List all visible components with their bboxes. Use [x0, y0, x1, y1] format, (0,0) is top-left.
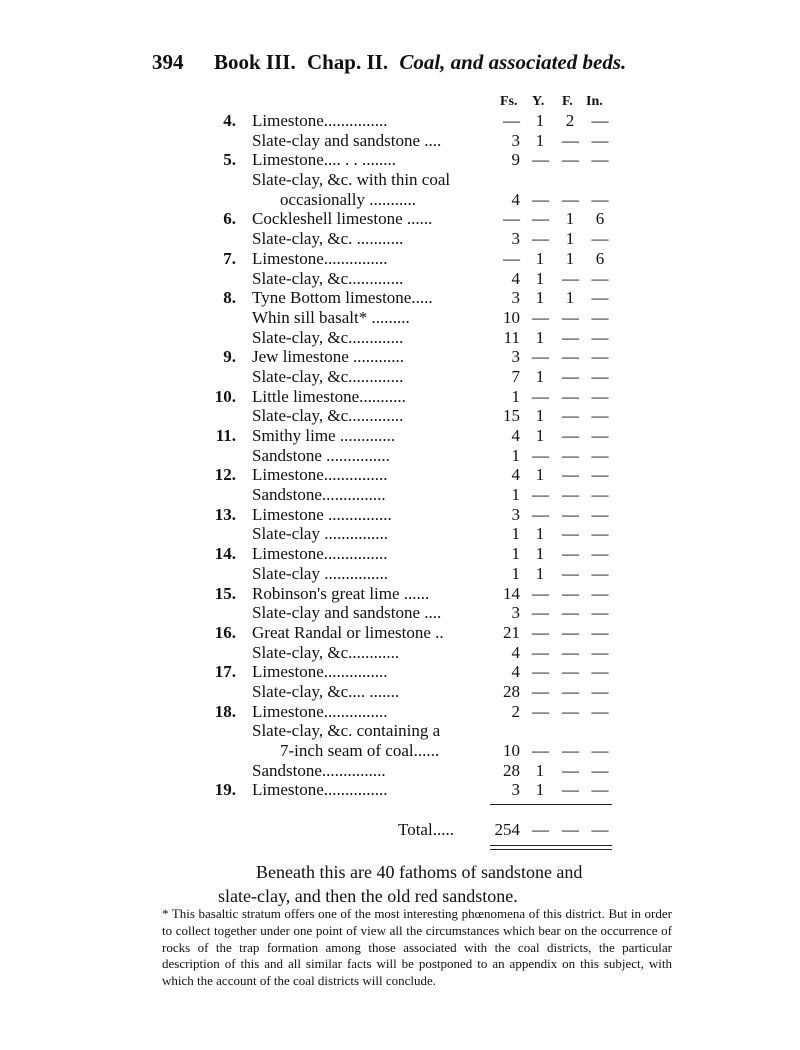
feet-value: —: [562, 701, 579, 721]
stratum-name: Limestone ...............: [252, 504, 392, 524]
inches-value: —: [591, 406, 609, 426]
fathoms-value: 4: [511, 426, 520, 445]
table-row: [0, 702, 800, 722]
feet-value: 1: [565, 229, 575, 249]
stratum-name: Slate-clay, &c.............: [252, 268, 404, 288]
stratum-number: 15.: [214, 583, 236, 603]
inches-value: —: [591, 150, 609, 170]
footnote: * This basaltic stratum offers one of the most interesting phœnomena of this district. But in order to collect together under one point of view all the circumstances which bear on the occurrence of rocks of the trap formation among those associated with the coal districts, the particular description of this and all similar facts will be postponed to an appendix on this subject, with which the account of the coal districts will conclude.: [162, 906, 672, 989]
inches-value: —: [591, 760, 609, 780]
stratum-number: 16.: [214, 622, 236, 642]
inches-value: —: [591, 111, 609, 130]
fathoms-value: 21: [503, 622, 520, 642]
inches-value: —: [591, 426, 609, 445]
yards-value: —: [532, 150, 549, 170]
fathoms-value: 15: [503, 406, 520, 426]
stratum-name: Slate-clay, &c.............: [252, 366, 404, 386]
stratum-number: 14.: [214, 544, 236, 564]
yards-value: —: [532, 583, 549, 603]
stratum-number: 6.: [223, 209, 236, 229]
stratum-name: Great Randal or limestone ..: [252, 622, 444, 642]
total-label: Total.....: [398, 820, 454, 839]
page-number: 394: [152, 50, 184, 74]
stratum-name: Slate-clay, &c............: [252, 642, 400, 662]
col-header-yards: Y.: [532, 94, 545, 109]
fathoms-value: 4: [511, 189, 520, 209]
stratum-name: Slate-clay, &c.............: [252, 406, 404, 426]
feet-value: —: [562, 386, 579, 406]
fathoms-value: 28: [503, 760, 520, 780]
fathoms-value: 3: [511, 130, 520, 150]
fathoms-value: 3: [511, 780, 520, 800]
closing-paragraph: Beneath this are 40 fathoms of sandstone and slate-clay, and then the old red sandstone.: [218, 862, 583, 906]
yards-value: 1: [535, 465, 545, 485]
table-row: [0, 564, 800, 584]
table-row: [0, 544, 800, 564]
fathoms-value: 4: [511, 662, 520, 682]
stratum-number: 4.: [223, 111, 236, 130]
stratum-name: Tyne Bottom limestone.....: [252, 288, 433, 308]
feet-value: —: [562, 268, 579, 288]
stratum-number: 19.: [214, 780, 236, 800]
table-row: [0, 603, 800, 623]
total-feet: —: [562, 820, 579, 839]
feet-value: —: [562, 642, 579, 662]
fathoms-value: 4: [511, 268, 520, 288]
yards-value: —: [532, 662, 549, 682]
table-row: [0, 347, 800, 367]
chapter-title: Coal, and associated beds.: [399, 50, 627, 74]
fathoms-value: 4: [511, 642, 520, 662]
yards-value: —: [532, 347, 549, 367]
inches-value: —: [591, 662, 609, 682]
table-row: [0, 131, 800, 151]
yards-value: 1: [535, 524, 545, 544]
col-header-inches: In.: [586, 94, 603, 109]
table-row: [0, 249, 800, 269]
stratum-number: 5.: [223, 150, 236, 170]
feet-value: —: [562, 563, 579, 583]
fathoms-value: 3: [511, 229, 520, 249]
inches-value: —: [591, 603, 609, 623]
fathoms-value: 28: [503, 681, 520, 701]
fathoms-value: 1: [511, 485, 520, 505]
inches-value: —: [591, 366, 609, 386]
yards-value: —: [532, 642, 549, 662]
fathoms-value: 1: [511, 544, 520, 564]
fathoms-value: 1: [511, 563, 520, 583]
feet-value: —: [562, 130, 579, 150]
total-rule-bottom-2: [490, 849, 612, 850]
yards-value: —: [532, 504, 549, 524]
table-row: [0, 111, 800, 131]
yards-value: —: [532, 622, 549, 642]
col-header-feet: F.: [562, 94, 573, 109]
stratum-name: Limestone...............: [252, 780, 388, 800]
table-row: [0, 682, 800, 702]
inches-value: —: [591, 386, 609, 406]
table-row: [0, 209, 800, 229]
feet-value: —: [562, 760, 579, 780]
total-yards: —: [532, 820, 549, 839]
inches-value: —: [591, 741, 609, 760]
fathoms-value: 2: [511, 701, 520, 721]
inches-value: —: [591, 347, 609, 367]
stratum-number: 8.: [223, 288, 236, 308]
running-header: [152, 50, 632, 75]
total-inches: —: [591, 820, 609, 839]
strata-table: [0, 111, 800, 800]
fathoms-value: 10: [503, 307, 520, 327]
feet-value: —: [562, 524, 579, 544]
inches-value: —: [591, 307, 609, 327]
yards-value: 1: [535, 780, 545, 800]
yards-value: —: [532, 445, 549, 465]
inches-value: —: [591, 130, 609, 150]
stratum-name: Limestone...............: [252, 111, 388, 130]
stratum-name: Cockleshell limestone ......: [252, 209, 433, 229]
feet-value: —: [562, 445, 579, 465]
table-row: [0, 446, 800, 466]
stratum-name: Limestone.... . . ........: [252, 150, 397, 170]
feet-value: —: [562, 544, 579, 564]
fathoms-value: —: [503, 111, 520, 130]
yards-value: —: [532, 701, 549, 721]
stratum-name: Sandstone...............: [252, 760, 386, 780]
stratum-name: Limestone...............: [252, 544, 388, 564]
inches-value: —: [591, 681, 609, 701]
feet-value: —: [562, 662, 579, 682]
stratum-name: Slate-clay, &c. with thin coal: [252, 170, 451, 190]
fathoms-value: —: [503, 248, 520, 268]
stratum-name: Limestone...............: [252, 701, 388, 721]
inches-value: —: [591, 229, 609, 249]
stratum-name: Slate-clay ...............: [252, 524, 388, 544]
feet-value: —: [562, 426, 579, 445]
yards-value: 1: [535, 426, 545, 445]
stratum-name: Slate-clay, &c.............: [252, 327, 404, 347]
stratum-number: 10.: [214, 386, 236, 406]
stratum-name: Whin sill basalt* .........: [252, 307, 410, 327]
inches-value: —: [591, 288, 609, 308]
table-row: [0, 170, 800, 190]
table-row: [0, 780, 800, 800]
stratum-name: occasionally ...........: [280, 189, 416, 209]
fathoms-value: 3: [511, 504, 520, 524]
stratum-number: 11.: [215, 426, 236, 445]
table-row: [0, 524, 800, 544]
table-row: [0, 623, 800, 643]
inches-value: —: [591, 622, 609, 642]
feet-value: —: [562, 603, 579, 623]
inches-value: —: [591, 780, 609, 800]
fathoms-value: 4: [511, 465, 520, 485]
stratum-name: Sandstone...............: [252, 485, 386, 505]
col-header-fathoms: Fs.: [500, 94, 518, 109]
chapter-label: Chap. II.: [306, 50, 389, 74]
yards-value: 1: [535, 760, 545, 780]
feet-value: —: [562, 780, 579, 800]
feet-value: 1: [565, 288, 575, 308]
feet-value: —: [562, 327, 579, 347]
stratum-name: Little limestone...........: [252, 386, 406, 406]
inches-value: —: [591, 524, 609, 544]
stratum-name: Limestone...............: [252, 662, 388, 682]
feet-value: 2: [565, 111, 575, 130]
stratum-number: 7.: [223, 248, 236, 268]
yards-value: —: [532, 307, 549, 327]
inches-value: 6: [595, 209, 605, 229]
table-row: [0, 367, 800, 387]
inches-value: —: [591, 701, 609, 721]
feet-value: —: [562, 189, 579, 209]
inches-value: 6: [595, 248, 605, 268]
inches-value: —: [591, 544, 609, 564]
total-rule-bottom-1: [490, 845, 612, 846]
stratum-name: Robinson's great lime ......: [252, 583, 430, 603]
yards-value: 1: [535, 544, 545, 564]
yards-value: 1: [535, 366, 545, 386]
inches-value: —: [591, 445, 609, 465]
table-row: [0, 761, 800, 781]
stratum-name: Limestone...............: [252, 465, 388, 485]
total-rule-top: [490, 804, 612, 805]
yards-value: 1: [535, 248, 545, 268]
inches-value: —: [591, 583, 609, 603]
yards-value: —: [532, 189, 549, 209]
inches-value: —: [591, 327, 609, 347]
table-row: [0, 150, 800, 170]
feet-value: —: [562, 150, 579, 170]
yards-value: —: [532, 603, 549, 623]
stratum-name: Slate-clay and sandstone ....: [252, 130, 442, 150]
table-row: [0, 741, 800, 761]
yards-value: 1: [535, 406, 545, 426]
feet-value: —: [562, 485, 579, 505]
table-row: [0, 288, 800, 308]
fathoms-value: 1: [511, 386, 520, 406]
yards-value: —: [532, 741, 549, 760]
stratum-name: Slate-clay, &c.... .......: [252, 681, 400, 701]
stratum-number: 12.: [214, 465, 236, 485]
stratum-name: Slate-clay, &c. ...........: [252, 229, 404, 249]
stratum-name: Sandstone ...............: [252, 445, 390, 465]
fathoms-value: 7: [511, 366, 520, 386]
table-row: [0, 485, 800, 505]
feet-value: 1: [565, 209, 575, 229]
table-row: [0, 643, 800, 663]
inches-value: —: [591, 485, 609, 505]
inches-value: —: [591, 189, 609, 209]
yards-value: 1: [535, 563, 545, 583]
inches-value: —: [591, 642, 609, 662]
fathoms-value: 10: [503, 741, 520, 760]
feet-value: —: [562, 347, 579, 367]
stratum-name: Smithy lime .............: [252, 426, 396, 445]
stratum-name: Jew limestone ............: [252, 347, 405, 367]
feet-value: —: [562, 307, 579, 327]
fathoms-value: —: [503, 209, 520, 229]
yards-value: —: [532, 209, 549, 229]
inches-value: —: [591, 504, 609, 524]
feet-value: —: [562, 622, 579, 642]
table-row: [0, 387, 800, 407]
fathoms-value: 3: [511, 347, 520, 367]
feet-value: —: [562, 465, 579, 485]
stratum-name: Limestone...............: [252, 248, 388, 268]
yards-value: —: [532, 229, 549, 249]
table-row: [0, 328, 800, 348]
table-row: [0, 190, 800, 210]
feet-value: —: [562, 366, 579, 386]
table-row: [0, 465, 800, 485]
stratum-number: 9.: [223, 347, 236, 367]
yards-value: 1: [535, 130, 545, 150]
stratum-number: 18.: [214, 701, 236, 721]
table-row: [0, 505, 800, 525]
yards-value: 1: [535, 111, 545, 130]
fathoms-value: 1: [511, 524, 520, 544]
table-row: [0, 229, 800, 249]
stratum-number: 17.: [214, 662, 236, 682]
fathoms-value: 14: [503, 583, 520, 603]
yards-value: 1: [535, 288, 545, 308]
inches-value: —: [591, 563, 609, 583]
book-label: Book III.: [214, 50, 296, 74]
table-row: [0, 406, 800, 426]
table-row: [0, 269, 800, 289]
stratum-number: 13.: [214, 504, 236, 524]
table-row: [0, 662, 800, 682]
feet-value: —: [562, 406, 579, 426]
fathoms-value: 3: [511, 288, 520, 308]
yards-value: —: [532, 386, 549, 406]
fathoms-value: 11: [503, 327, 520, 347]
table-row: [0, 426, 800, 446]
table-row: [0, 308, 800, 328]
inches-value: —: [591, 465, 609, 485]
total-fathoms: 254: [494, 820, 520, 839]
fathoms-value: 9: [511, 150, 520, 170]
feet-value: —: [562, 741, 579, 760]
stratum-name: 7-inch seam of coal......: [280, 741, 440, 760]
stratum-name: Slate-clay and sandstone ....: [252, 603, 442, 623]
yards-value: 1: [535, 327, 545, 347]
table-row: [0, 584, 800, 604]
table-row: [0, 721, 800, 741]
feet-value: —: [562, 583, 579, 603]
fathoms-value: 1: [511, 445, 520, 465]
yards-value: —: [532, 681, 549, 701]
yards-value: —: [532, 485, 549, 505]
feet-value: —: [562, 681, 579, 701]
feet-value: 1: [565, 248, 575, 268]
yards-value: 1: [535, 268, 545, 288]
stratum-name: Slate-clay, &c. containing a: [252, 721, 441, 741]
fathoms-value: 3: [511, 603, 520, 623]
inches-value: —: [591, 268, 609, 288]
stratum-name: Slate-clay ...............: [252, 563, 388, 583]
feet-value: —: [562, 504, 579, 524]
